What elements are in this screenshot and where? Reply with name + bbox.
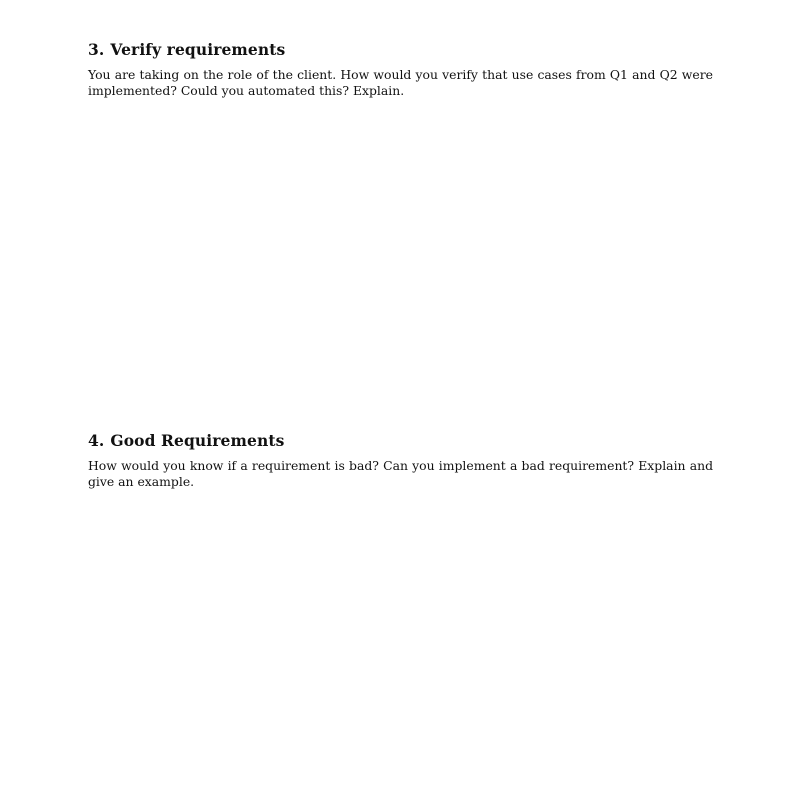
question-3-heading <box>88 40 713 60</box>
question-4-number: 4. <box>88 431 105 450</box>
question-3-answer-space <box>88 110 713 420</box>
question-4 <box>88 431 713 490</box>
question-4-title: Good Requirements <box>110 431 285 450</box>
question-3 <box>88 40 713 99</box>
question-3-prompt: You are taking on the role of the client. How would you verify that use cases from Q1 and Q2 were implemented? Could you automated this? Explain. <box>88 67 713 98</box>
question-3-title: Verify requirements <box>110 40 286 59</box>
question-4-prompt: How would you know if a requirement is bad? Can you implement a bad requirement? Explain and give an example. <box>88 458 713 489</box>
question-4-heading <box>88 431 713 451</box>
question-4-answer-space <box>88 500 713 790</box>
question-3-number: 3. <box>88 40 105 59</box>
